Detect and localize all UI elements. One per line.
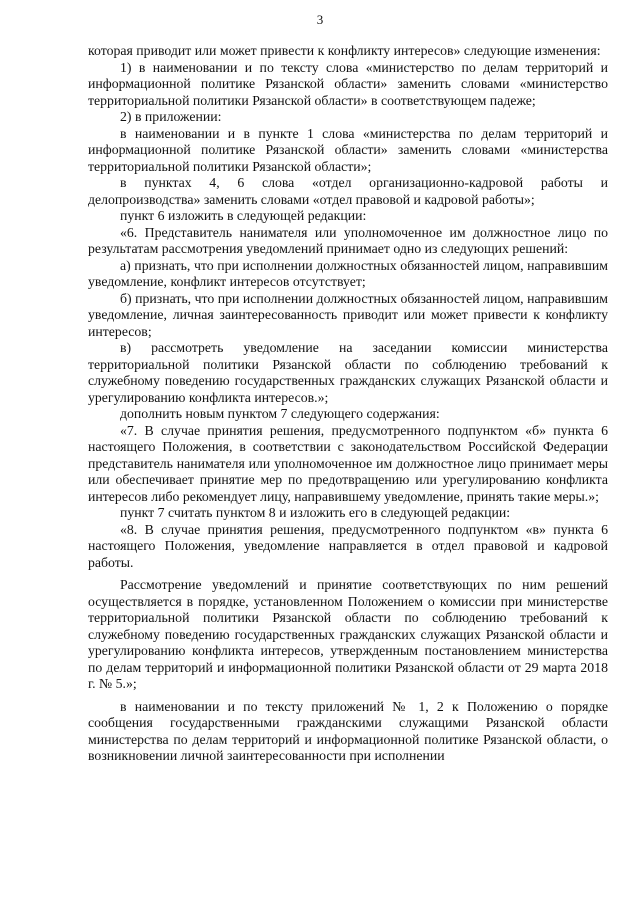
paragraph: а) признать, что при исполнении должностных обязанностей лицом, направившим уведомление, конфликт интересов отсутствует; [88,257,608,289]
paragraph: «7. В случае принятия решения, предусмотренного подпунктом «б» пункта 6 настоящего Положения, в соответствии с законодательством Российской Федерации представитель нанимателя или уполномоченное им должностное лицо принимает меры или обеспечивает принятие мер по предотвращению или урегулированию конфликта интересов либо рекомендует лицу, направившему уведомление, принять такие меры.»; [88,422,608,504]
paragraph: пункт 7 считать пунктом 8 и изложить его в следующей редакции: [120,505,511,520]
document-body [88,43,608,765]
paragraph: в наименовании и по тексту приложений № 1, 2 к Положению о порядке сообщения государственными гражданскими служащими Рязанской области министерства по делам территорий и информационной политике Рязанской области, о возникновении личной заинтересованности при исполнении [88,698,608,763]
paragraph: Рассмотрение уведомлений и принятие соответствующих по ним решений осуществляется в порядке, установленном Положением о комиссии при министерстве территориальной политики Рязанской области по соблюдению требований к служебному поведению государственных гражданских служащих Рязанской области и урегулированию конфликта интересов, утвержденным постановлением министерства по делам территорий и информационной политики Рязанской области от 29 марта 2018 г. № 5.»; [88,577,608,691]
paragraph: дополнить новым пунктом 7 следующего содержания: [120,406,440,421]
paragraph: в наименовании и в пункте 1 слова «министерства по делам территорий и информационной политике Рязанской области» заменить словами «министерства территориальной политики Рязанской области»; [88,125,608,174]
paragraph: «8. В случае принятия решения, предусмотренного подпунктом «в» пункта 6 настоящего Положения, уведомление направляется в отдел правовой и кадровой работы. [88,521,608,570]
page-number: 3 [316,12,324,27]
paragraph: в) рассмотреть уведомление на заседании комиссии министерства территориальной политики Рязанской области по соблюдению требований к служебному поведению государственных гражданских служащих Рязанской области и урегулированию конфликта интересов.»; [88,340,608,405]
paragraph: б) признать, что при исполнении должностных обязанностей лицом, направившим уведомление, личная заинтересованность приводит или может привести к конфликту интересов; [88,290,608,339]
paragraph: 2) в приложении: [120,109,222,124]
paragraph: пункт 6 изложить в следующей редакции: [120,208,367,223]
paragraph: в пунктах 4, 6 слова «отдел организационно-кадровой работы и делопроизводства» заменить словами «отдел правовой и кадровой работы»; [88,175,608,207]
paragraph: 1) в наименовании и по тексту слова «министерство по делам территорий и информационной политике Рязанской области» заменить словами «министерство территориальной политики Рязанской области» в соответствующем падеже; [88,59,608,108]
paragraph: которая приводит или может привести к конфликту интересов» следующие изменения: [88,43,601,58]
paragraph: «6. Представитель нанимателя или уполномоченное им должностное лицо по результатам рассмотрения уведомлений принимает одно из следующих решений: [88,224,608,256]
